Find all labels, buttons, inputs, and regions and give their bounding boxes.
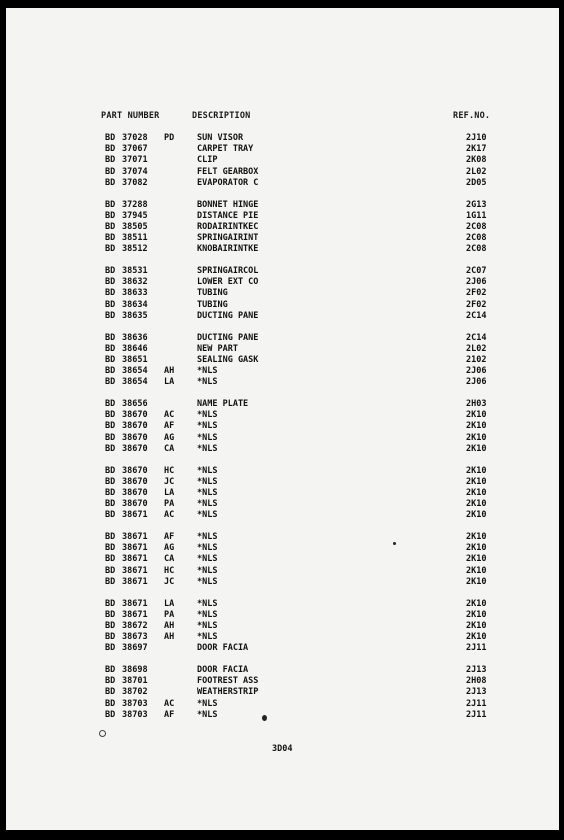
part-number: 38671 — [122, 598, 148, 609]
part-description: *NLS — [197, 377, 218, 388]
part-description: *NLS — [197, 510, 218, 521]
part-number: 38670 — [122, 443, 148, 454]
part-number: 37082 — [122, 177, 148, 188]
ref-number: 2G13 — [466, 199, 487, 210]
part-prefix: BD — [105, 465, 116, 476]
part-prefix: BD — [105, 133, 116, 143]
part-prefix: BD — [105, 687, 116, 698]
header-ref-no: REF.NO. — [453, 111, 491, 121]
part-description: BONNET HINGE — [197, 199, 259, 210]
part-description: *NLS — [197, 476, 218, 487]
ref-number: 2K10 — [466, 609, 487, 620]
part-description: DUCTING PANE — [197, 332, 259, 343]
ref-number: 2K10 — [466, 421, 487, 432]
part-prefix: BD — [105, 166, 116, 177]
part-number: 38671 — [122, 609, 148, 620]
part-number: 38703 — [122, 698, 148, 709]
part-description: *NLS — [197, 598, 218, 609]
part-description: *NLS — [197, 366, 218, 377]
part-prefix: BD — [105, 144, 116, 155]
part-prefix: BD — [105, 299, 116, 310]
part-description: FELT GEARBOX — [197, 166, 259, 177]
part-prefix: BD — [105, 233, 116, 244]
ref-number: 2K10 — [466, 499, 487, 510]
ref-number: 2K10 — [466, 543, 487, 554]
part-number: 38505 — [122, 221, 148, 232]
part-description: DOOR FACIA — [197, 665, 249, 675]
part-number: 38634 — [122, 299, 148, 310]
part-suffix: AG — [164, 432, 175, 443]
parts-list-page — [6, 8, 559, 830]
ink-speck — [99, 730, 106, 737]
part-description: SEALING GASK — [197, 354, 259, 365]
part-description: *NLS — [197, 565, 218, 576]
part-suffix: HC — [164, 465, 175, 476]
ref-number: 2K10 — [466, 532, 487, 542]
part-number: 38636 — [122, 332, 148, 343]
part-prefix: BD — [105, 554, 116, 565]
part-number: 38671 — [122, 576, 148, 587]
part-number: 38672 — [122, 620, 148, 631]
ref-number: 2K08 — [466, 155, 487, 166]
part-number: 38671 — [122, 543, 148, 554]
part-description: *NLS — [197, 698, 218, 709]
part-description: WEATHERSTRIP — [197, 687, 259, 698]
part-number: 38646 — [122, 343, 148, 354]
part-description: DISTANCE PIE — [197, 210, 259, 221]
part-number: 38635 — [122, 310, 148, 321]
ref-number: 2J06 — [466, 366, 487, 377]
part-description: TUBING — [197, 299, 228, 310]
ink-speck — [262, 715, 267, 721]
part-description: NAME PLATE — [197, 399, 249, 409]
part-suffix: LA — [164, 377, 175, 388]
part-prefix: BD — [105, 676, 116, 687]
ref-number: 2J06 — [466, 377, 487, 388]
part-prefix: BD — [105, 543, 116, 554]
part-number: 38670 — [122, 432, 148, 443]
header-part-number: PART NUMBER — [101, 111, 160, 121]
part-number: 38671 — [122, 532, 148, 542]
part-number: 38701 — [122, 676, 148, 687]
part-number: 38670 — [122, 421, 148, 432]
ref-number: 2K10 — [466, 554, 487, 565]
ref-number: 2C07 — [466, 266, 487, 276]
part-prefix: BD — [105, 377, 116, 388]
part-description: CARPET TRAY — [197, 144, 254, 155]
part-prefix: BD — [105, 177, 116, 188]
part-suffix: CA — [164, 443, 175, 454]
part-number: 37071 — [122, 155, 148, 166]
part-prefix: BD — [105, 332, 116, 343]
ref-number: 2J10 — [466, 133, 487, 143]
part-suffix: AH — [164, 632, 175, 643]
part-prefix: BD — [105, 609, 116, 620]
ref-number: 2K10 — [466, 565, 487, 576]
part-prefix: BD — [105, 221, 116, 232]
part-prefix: BD — [105, 643, 116, 654]
part-prefix: BD — [105, 487, 116, 498]
part-suffix: AF — [164, 709, 175, 720]
ink-speck — [393, 542, 396, 545]
part-suffix: JC — [164, 576, 175, 587]
part-prefix: BD — [105, 576, 116, 587]
part-number: 38671 — [122, 554, 148, 565]
ref-number: 2J13 — [466, 665, 487, 675]
part-prefix: BD — [105, 620, 116, 631]
ref-number: 2K10 — [466, 620, 487, 631]
part-number: 38702 — [122, 687, 148, 698]
part-number: 38673 — [122, 632, 148, 643]
part-number: 38670 — [122, 465, 148, 476]
ref-number: 2C08 — [466, 221, 487, 232]
part-prefix: BD — [105, 665, 116, 675]
ref-number: 2D05 — [466, 177, 487, 188]
part-number: 38654 — [122, 377, 148, 388]
part-suffix: AC — [164, 698, 175, 709]
part-number: 37028 — [122, 133, 148, 143]
part-suffix: AF — [164, 421, 175, 432]
ref-number: 2K10 — [466, 598, 487, 609]
part-number: 38656 — [122, 399, 148, 409]
part-description: *NLS — [197, 487, 218, 498]
part-number: 37945 — [122, 210, 148, 221]
ref-number: 2J11 — [466, 709, 487, 720]
ref-number: 2C08 — [466, 244, 487, 255]
part-number: 38633 — [122, 288, 148, 299]
part-suffix: AF — [164, 532, 175, 542]
ref-number: 2F02 — [466, 299, 487, 310]
part-description: TUBING — [197, 288, 228, 299]
part-number: 38531 — [122, 266, 148, 276]
part-suffix: AC — [164, 510, 175, 521]
part-description: *NLS — [197, 543, 218, 554]
part-number: 38632 — [122, 277, 148, 288]
part-number: 37067 — [122, 144, 148, 155]
part-description: *NLS — [197, 609, 218, 620]
part-description: *NLS — [197, 576, 218, 587]
ref-number: 2K10 — [466, 476, 487, 487]
part-number: 38698 — [122, 665, 148, 675]
ref-number: 2K10 — [466, 510, 487, 521]
part-number: 38697 — [122, 643, 148, 654]
ref-number: 2F02 — [466, 288, 487, 299]
part-number: 38670 — [122, 476, 148, 487]
part-prefix: BD — [105, 499, 116, 510]
part-prefix: BD — [105, 288, 116, 299]
part-number: 38671 — [122, 565, 148, 576]
part-prefix: BD — [105, 476, 116, 487]
part-number: 38671 — [122, 510, 148, 521]
ref-number: 2J06 — [466, 277, 487, 288]
part-suffix: LA — [164, 598, 175, 609]
part-description: NEW PART — [197, 343, 238, 354]
part-suffix: PD — [164, 133, 175, 143]
ref-number: 2102 — [466, 354, 487, 365]
part-number: 37074 — [122, 166, 148, 177]
ref-number: 2K10 — [466, 487, 487, 498]
ref-number: 2K10 — [466, 443, 487, 454]
part-description: *NLS — [197, 632, 218, 643]
part-prefix: BD — [105, 410, 116, 421]
part-suffix: HC — [164, 565, 175, 576]
ref-number: 2K17 — [466, 144, 487, 155]
part-prefix: BD — [105, 632, 116, 643]
part-prefix: BD — [105, 266, 116, 276]
part-description: *NLS — [197, 432, 218, 443]
ref-number: 2J11 — [466, 698, 487, 709]
part-description: FOOTREST ASS — [197, 676, 259, 687]
part-suffix: PA — [164, 609, 175, 620]
part-prefix: BD — [105, 199, 116, 210]
part-description: *NLS — [197, 421, 218, 432]
ref-number: 2C14 — [466, 310, 487, 321]
part-suffix: AG — [164, 543, 175, 554]
part-number: 38654 — [122, 366, 148, 377]
part-suffix: CA — [164, 554, 175, 565]
part-description: *NLS — [197, 532, 218, 542]
ref-number: 1G11 — [466, 210, 487, 221]
part-prefix: BD — [105, 421, 116, 432]
ref-number: 2L02 — [466, 166, 487, 177]
ref-number: 2J13 — [466, 687, 487, 698]
part-description: *NLS — [197, 465, 218, 476]
ref-number: 2K10 — [466, 465, 487, 476]
part-description: *NLS — [197, 709, 218, 720]
part-prefix: BD — [105, 310, 116, 321]
part-description: *NLS — [197, 410, 218, 421]
ref-number: 2L02 — [466, 343, 487, 354]
scan-border — [0, 830, 564, 840]
part-suffix: AH — [164, 366, 175, 377]
part-prefix: BD — [105, 244, 116, 255]
part-prefix: BD — [105, 210, 116, 221]
part-description: SPRINGAIRINT — [197, 233, 259, 244]
part-description: CLIP — [197, 155, 218, 166]
part-description: SPRINGAIRCOL — [197, 266, 259, 276]
part-prefix: BD — [105, 698, 116, 709]
part-prefix: BD — [105, 366, 116, 377]
part-number: 38511 — [122, 233, 148, 244]
part-description: LOWER EXT CO — [197, 277, 259, 288]
part-description: DOOR FACIA — [197, 643, 249, 654]
part-prefix: BD — [105, 532, 116, 542]
ref-number: 2K10 — [466, 410, 487, 421]
part-prefix: BD — [105, 443, 116, 454]
part-number: 38670 — [122, 487, 148, 498]
ref-number: 2K10 — [466, 432, 487, 443]
ref-number: 2C08 — [466, 233, 487, 244]
part-prefix: BD — [105, 709, 116, 720]
part-description: SUN VISOR — [197, 133, 244, 143]
part-number: 38670 — [122, 499, 148, 510]
part-prefix: BD — [105, 354, 116, 365]
ref-number: 2H08 — [466, 676, 487, 687]
part-description: KNOBAIRINTKE — [197, 244, 259, 255]
part-number: 38651 — [122, 354, 148, 365]
part-number: 38512 — [122, 244, 148, 255]
part-prefix: BD — [105, 343, 116, 354]
part-suffix: PA — [164, 499, 175, 510]
part-number: 38703 — [122, 709, 148, 720]
header-description: DESCRIPTION — [192, 111, 251, 121]
ref-number: 2K10 — [466, 576, 487, 587]
part-prefix: BD — [105, 432, 116, 443]
part-number: 37288 — [122, 199, 148, 210]
part-description: RODAIRINTKEC — [197, 221, 259, 232]
ref-number: 2C14 — [466, 332, 487, 343]
ref-number: 2J11 — [466, 643, 487, 654]
page-code: 3D04 — [272, 744, 293, 754]
part-number: 38670 — [122, 410, 148, 421]
part-suffix: AH — [164, 620, 175, 631]
part-prefix: BD — [105, 565, 116, 576]
part-description: *NLS — [197, 620, 218, 631]
part-prefix: BD — [105, 510, 116, 521]
ref-number: 2K10 — [466, 632, 487, 643]
part-prefix: BD — [105, 277, 116, 288]
part-description: *NLS — [197, 499, 218, 510]
part-description: *NLS — [197, 554, 218, 565]
part-prefix: BD — [105, 598, 116, 609]
part-description: *NLS — [197, 443, 218, 454]
part-description: EVAPORATOR C — [197, 177, 259, 188]
ref-number: 2H03 — [466, 399, 487, 409]
part-suffix: JC — [164, 476, 175, 487]
part-description: DUCTING PANE — [197, 310, 259, 321]
part-suffix: AC — [164, 410, 175, 421]
part-prefix: BD — [105, 155, 116, 166]
part-suffix: LA — [164, 487, 175, 498]
part-prefix: BD — [105, 399, 116, 409]
